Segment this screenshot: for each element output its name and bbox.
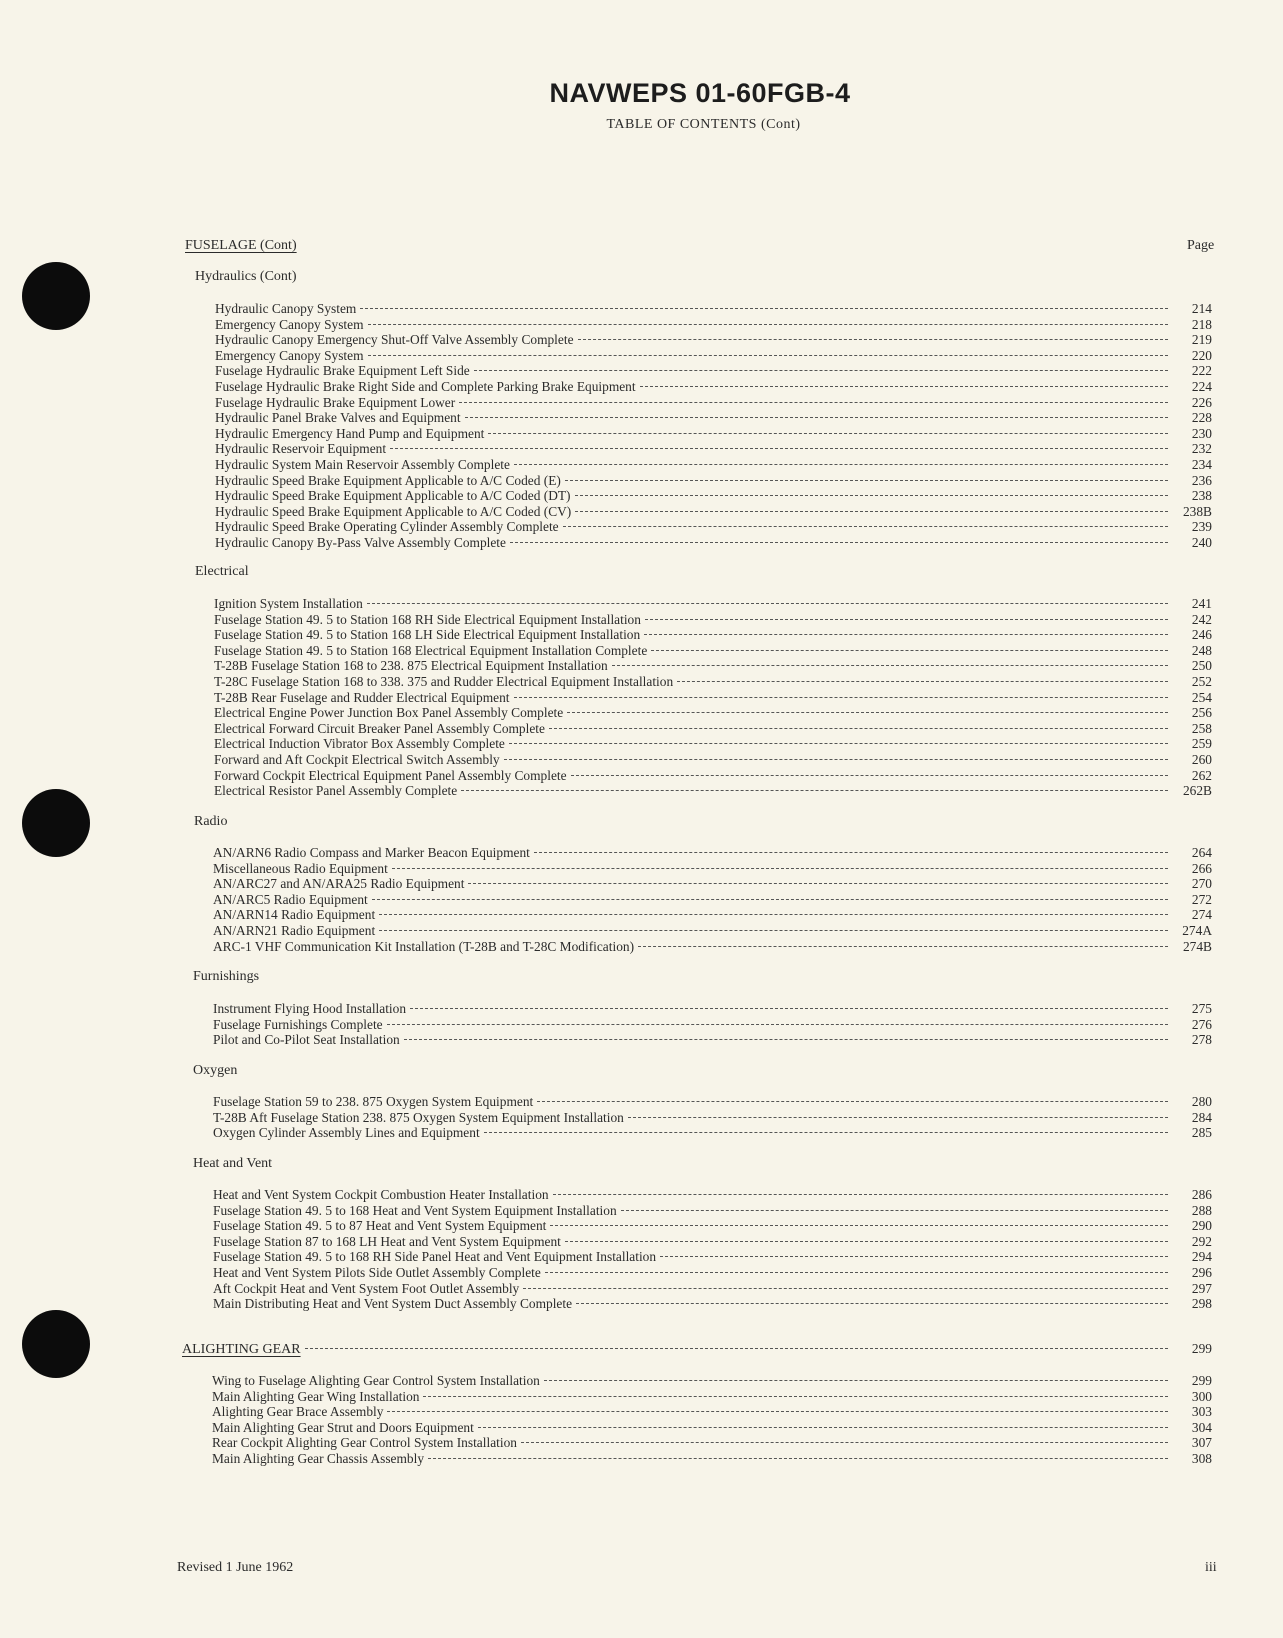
toc-entry-title: Fuselage Hydraulic Brake Right Side and Complete Parking Brake Equipment: [215, 378, 636, 394]
toc-entry-title: Main Alighting Gear Strut and Doors Equipment: [212, 1419, 474, 1435]
toc-entry-page: 236: [1191, 472, 1212, 488]
toc-entry: [213, 1017, 1212, 1033]
toc-entry: [215, 348, 1212, 364]
section-heading-alighting-gear: ALIGHTING GEAR: [182, 1342, 301, 1357]
toc-entry-page: 270: [1191, 876, 1212, 892]
dot-leader: [509, 743, 1168, 744]
toc-entry-title: Emergency Canopy System: [215, 316, 364, 332]
toc-entry: [213, 1234, 1212, 1250]
dot-leader: [392, 868, 1168, 869]
toc-entry-page: 258: [1191, 720, 1212, 736]
toc-entry-title: Fuselage Station 87 to 168 LH Heat and Vent System Equipment: [213, 1233, 561, 1249]
toc-entry: [213, 1187, 1212, 1203]
toc-entry-title: Forward Cockpit Electrical Equipment Panel Assembly Complete: [214, 767, 567, 783]
dot-leader: [514, 464, 1168, 465]
toc-entry-title: Electrical Resistor Panel Assembly Complete: [214, 783, 458, 799]
dot-leader: [550, 1225, 1168, 1226]
dot-leader: [563, 526, 1168, 527]
footer-page-number: iii: [1205, 1560, 1217, 1575]
toc-entry-page: 288: [1191, 1202, 1212, 1218]
toc-list-heat-vent: [213, 1187, 1212, 1312]
toc-entry-title: Fuselage Station 49. 5 to 87 Heat and Vent System Equipment: [213, 1218, 547, 1234]
toc-entry-page: 250: [1191, 658, 1212, 674]
toc-entry-page: 278: [1191, 1032, 1212, 1048]
toc-entry-page: 286: [1191, 1187, 1212, 1202]
toc-entry-title: Main Distributing Heat and Vent System Duct Assembly Complete: [213, 1296, 573, 1312]
toc-entry: [213, 907, 1212, 923]
toc-entry-title: AN/ARN14 Radio Equipment: [213, 907, 376, 923]
toc-entry-title: Hydraulic Canopy System: [215, 301, 357, 316]
toc-entry-title: Fuselage Station 49. 5 to Station 168 RH Side Electrical Equipment Installation: [214, 611, 641, 627]
toc-entry-title: T-28B Aft Fuselage Station 238. 875 Oxygen System Equipment Installation: [213, 1109, 624, 1125]
dot-leader: [544, 1380, 1168, 1381]
dot-leader: [534, 852, 1168, 853]
toc-entry: [212, 1451, 1212, 1467]
dot-leader: [379, 930, 1168, 931]
dot-leader: [474, 370, 1168, 371]
dot-leader: [465, 417, 1168, 418]
toc-entry: [214, 674, 1212, 690]
toc-entry-title: Oxygen Cylinder Assembly Lines and Equipment: [213, 1125, 480, 1141]
toc-entry-page: 280: [1191, 1094, 1212, 1109]
dot-leader: [576, 1303, 1168, 1304]
toc-entry: [213, 1110, 1212, 1126]
toc-entry-page: 274: [1191, 907, 1212, 923]
toc-entry-title: Ignition System Installation: [214, 596, 363, 611]
toc-entry-title: Fuselage Station 49. 5 to 168 Heat and Vent System Equipment Installation: [213, 1202, 617, 1218]
toc-list-alighting-gear: [212, 1373, 1212, 1467]
toc-entry-title: Fuselage Station 59 to 238. 875 Oxygen System Equipment: [213, 1094, 534, 1109]
toc-list-furnishings: [213, 1001, 1212, 1048]
toc-entry-title: Electrical Forward Circuit Breaker Panel Assembly Complete: [214, 720, 545, 736]
toc-entry-page: 246: [1191, 627, 1212, 643]
toc-entry: [214, 752, 1212, 768]
toc-section-alighting-gear: [182, 1341, 1212, 1357]
toc-entry: [213, 892, 1212, 908]
toc-entry: [212, 1435, 1212, 1451]
toc-entry-page: 297: [1191, 1280, 1212, 1296]
toc-entry-title: Miscellaneous Radio Equipment: [213, 860, 388, 876]
dot-leader: [459, 402, 1168, 403]
toc-entry-title: Pilot and Co-Pilot Seat Installation: [213, 1032, 400, 1048]
toc-entry-page: 226: [1191, 394, 1212, 410]
toc-entry: [215, 504, 1212, 520]
toc-list-radio: [213, 845, 1212, 954]
toc-entry: [213, 1125, 1212, 1141]
toc-entry-page: 214: [1191, 301, 1212, 316]
toc-entry-title: ARC-1 VHF Communication Kit Installation (T-28B and T-28C Modification): [213, 938, 635, 954]
subsection-heading-electrical: Electrical: [195, 564, 249, 579]
toc-entry-page: 262: [1191, 767, 1212, 783]
dot-leader: [553, 1194, 1168, 1195]
toc-entry: [214, 627, 1212, 643]
toc-entry: [214, 690, 1212, 706]
toc-entry: [213, 1001, 1212, 1017]
dot-leader: [360, 308, 1168, 309]
toc-entry-page: 300: [1191, 1388, 1212, 1404]
toc-entry-title: Emergency Canopy System: [215, 347, 364, 363]
toc-entry-title: Hydraulic Emergency Hand Pump and Equipment: [215, 425, 485, 441]
subsection-heading-radio: Radio: [194, 814, 228, 829]
toc-entry: [213, 861, 1212, 877]
toc-entry-page: 238: [1191, 488, 1212, 504]
toc-entry-page: 260: [1191, 751, 1212, 767]
dot-leader: [368, 355, 1168, 356]
dot-leader: [537, 1101, 1168, 1102]
toc-entry-page: 254: [1191, 689, 1212, 705]
toc-entry-title: Hydraulic Speed Brake Equipment Applicable to A/C Coded (E): [215, 472, 561, 488]
subsection-heading-oxygen: Oxygen: [193, 1063, 238, 1078]
dot-leader: [567, 712, 1168, 713]
subsection-heading-heat-vent: Heat and Vent: [193, 1156, 273, 1171]
subsection-heading-hydraulics: Hydraulics (Cont): [195, 269, 297, 284]
toc-entry: [215, 426, 1212, 442]
toc-entry-title: AN/ARN21 Radio Equipment: [213, 922, 376, 938]
toc-entry-title: Electrical Engine Power Junction Box Panel Assembly Complete: [214, 705, 564, 721]
dot-leader: [571, 775, 1168, 776]
toc-list-hydraulics: [215, 301, 1212, 551]
toc-entry-title: Main Alighting Gear Wing Installation: [212, 1388, 420, 1404]
toc-entry: [214, 612, 1212, 628]
page-column-header: Page: [1187, 238, 1215, 253]
toc-entry: [214, 721, 1212, 737]
toc-entry-page: 275: [1191, 1001, 1212, 1016]
toc-entry-title: AN/ARC5 Radio Equipment: [213, 891, 368, 907]
toc-entry-page: 272: [1191, 891, 1212, 907]
subsection-heading-furnishings: Furnishings: [193, 969, 260, 984]
toc-entry: [212, 1420, 1212, 1436]
punch-hole-middle: [22, 789, 90, 857]
toc-entry-page: 290: [1191, 1218, 1212, 1234]
toc-entry-title: Hydraulic Canopy By-Pass Valve Assembly Complete: [215, 534, 506, 550]
toc-entry-title: Hydraulic Speed Brake Equipment Applicable to A/C Coded (CV): [215, 503, 572, 519]
toc-entry-page: 292: [1191, 1233, 1212, 1249]
toc-entry: [214, 596, 1212, 612]
toc-entry-page: 308: [1191, 1450, 1212, 1466]
toc-entry-title: T-28C Fuselage Station 168 to 338. 375 and Rudder Electrical Equipment Installation: [214, 673, 674, 689]
dot-leader: [644, 634, 1168, 635]
toc-entry-title: Wing to Fuselage Alighting Gear Control System Installation: [212, 1373, 540, 1388]
toc-entry-page: 299: [1191, 1373, 1212, 1388]
toc-entry: [212, 1389, 1212, 1405]
dot-leader: [565, 1241, 1168, 1242]
toc-entry: [215, 332, 1212, 348]
dot-leader: [549, 728, 1168, 729]
toc-entry-title: Fuselage Station 49. 5 to Station 168 LH Side Electrical Equipment Installation: [214, 627, 641, 643]
toc-entry-page: 303: [1191, 1404, 1212, 1420]
toc-entry: [215, 473, 1212, 489]
toc-entry-page: 232: [1191, 441, 1212, 457]
toc-entry-page: 285: [1191, 1125, 1212, 1141]
dot-leader: [565, 480, 1168, 481]
toc-entry-title: Heat and Vent System Cockpit Combustion Heater Installation: [213, 1187, 549, 1202]
toc-entry-title: Fuselage Hydraulic Brake Equipment Left Side: [215, 363, 470, 379]
toc-entry: [213, 923, 1212, 939]
dot-leader: [645, 619, 1168, 620]
toc-entry-page: 256: [1191, 705, 1212, 721]
toc-entry-page: 219: [1191, 332, 1212, 348]
dot-leader: [404, 1039, 1168, 1040]
toc-entry-page: 276: [1191, 1016, 1212, 1032]
toc-entry-title: Heat and Vent System Pilots Side Outlet Assembly Complete: [213, 1264, 541, 1280]
dot-leader: [660, 1256, 1168, 1257]
dot-leader: [677, 681, 1168, 682]
dot-leader: [387, 1411, 1168, 1412]
toc-entry-page: 296: [1191, 1264, 1212, 1280]
toc-entry-page: 228: [1191, 410, 1212, 426]
toc-list-oxygen: [213, 1094, 1212, 1141]
toc-entry-title: Forward and Aft Cockpit Electrical Switch Assembly: [214, 751, 500, 767]
toc-entry: [213, 1203, 1212, 1219]
toc-entry-title: AN/ARC27 and AN/ARA25 Radio Equipment: [213, 876, 465, 892]
toc-entry-title: Fuselage Hydraulic Brake Equipment Lower: [215, 394, 456, 410]
toc-entry-title: Hydraulic System Main Reservoir Assembly Complete: [215, 456, 510, 472]
toc-entry-page: 241: [1191, 596, 1212, 611]
toc-entry-page: 238B: [1182, 503, 1212, 519]
punch-hole-bottom: [22, 1310, 90, 1378]
dot-leader: [478, 1427, 1168, 1428]
toc-entry: [215, 363, 1212, 379]
toc-entry-page: 264: [1191, 845, 1212, 860]
dot-leader: [305, 1348, 1168, 1349]
toc-entry: [213, 939, 1212, 955]
dot-leader: [428, 1458, 1168, 1459]
toc-row-alighting-gear-heading: [182, 1341, 1212, 1357]
toc-entry: [212, 1404, 1212, 1420]
toc-entry: [213, 1296, 1212, 1312]
toc-entry-page: 284: [1191, 1109, 1212, 1125]
toc-entry: [215, 457, 1212, 473]
toc-entry-title: Hydraulic Speed Brake Equipment Applicable to A/C Coded (DT): [215, 488, 571, 504]
toc-entry: [215, 441, 1212, 457]
toc-entry: [214, 768, 1212, 784]
toc-entry-page: 252: [1191, 673, 1212, 689]
toc-entry-title: Electrical Induction Vibrator Box Assembly Complete: [214, 736, 505, 752]
toc-entry-page: 259: [1191, 736, 1212, 752]
toc-entry-page: 224: [1191, 378, 1212, 394]
toc-entry-title: Main Alighting Gear Chassis Assembly: [212, 1450, 425, 1466]
dot-leader: [468, 883, 1168, 884]
dot-leader: [461, 790, 1168, 791]
dot-leader: [621, 1210, 1168, 1211]
toc-entry: [214, 705, 1212, 721]
toc-entry-title: AN/ARN6 Radio Compass and Marker Beacon Equipment: [213, 845, 530, 860]
toc-entry-page: 222: [1191, 363, 1212, 379]
dot-leader: [379, 914, 1168, 915]
dot-leader: [578, 339, 1168, 340]
toc-entry-title: Fuselage Station 49. 5 to 168 RH Side Panel Heat and Vent Equipment Installation: [213, 1249, 657, 1265]
toc-entry: [215, 519, 1212, 535]
toc-subtitle: TABLE OF CONTENTS (Cont): [606, 117, 801, 132]
toc-entry: [215, 395, 1212, 411]
toc-entry: [214, 658, 1212, 674]
toc-entry-page: 307: [1191, 1435, 1212, 1451]
toc-entry: [214, 736, 1212, 752]
dot-leader: [628, 1117, 1168, 1118]
toc-entry-title: Aft Cockpit Heat and Vent System Foot Outlet Assembly: [213, 1280, 520, 1296]
toc-entry: [215, 535, 1212, 551]
punch-hole-top: [22, 262, 90, 330]
toc-entry: [213, 1218, 1212, 1234]
dot-leader: [640, 386, 1168, 387]
page-number: 299: [1191, 1341, 1212, 1356]
toc-entry-page: 240: [1191, 534, 1212, 550]
toc-entry: [213, 1281, 1212, 1297]
toc-entry: [215, 488, 1212, 504]
section-heading-fuselage: FUSELAGE (Cont): [185, 238, 297, 253]
toc-entry: [213, 1032, 1212, 1048]
dot-leader: [504, 759, 1168, 760]
dot-leader: [521, 1442, 1168, 1443]
toc-entry-page: 294: [1191, 1249, 1212, 1265]
toc-entry-page: 298: [1191, 1296, 1212, 1312]
toc-entry-page: 239: [1191, 519, 1212, 535]
dot-leader: [372, 899, 1168, 900]
revision-date: Revised 1 June 1962: [177, 1560, 294, 1575]
toc-entry-page: 242: [1191, 611, 1212, 627]
dot-leader: [612, 665, 1168, 666]
toc-entry-page: 220: [1191, 347, 1212, 363]
toc-entry: [213, 1094, 1212, 1110]
document-number: NAVWEPS 01-60FGB-4: [549, 78, 851, 108]
toc-entry-title: Fuselage Station 49. 5 to Station 168 Electrical Equipment Installation Complete: [214, 642, 648, 658]
toc-entry: [215, 301, 1212, 317]
toc-entry: [214, 643, 1212, 659]
toc-entry-page: 230: [1191, 425, 1212, 441]
dot-leader: [423, 1396, 1168, 1397]
toc-entry-page: 304: [1191, 1419, 1212, 1435]
toc-entry-page: 218: [1191, 316, 1212, 332]
toc-entry-page: 234: [1191, 456, 1212, 472]
dot-leader: [638, 946, 1168, 947]
toc-entry: [213, 845, 1212, 861]
dot-leader: [523, 1288, 1168, 1289]
dot-leader: [510, 542, 1168, 543]
toc-entry: [215, 317, 1212, 333]
dot-leader: [545, 1272, 1168, 1273]
dot-leader: [575, 495, 1168, 496]
toc-entry: [213, 1249, 1212, 1265]
toc-entry: [213, 1265, 1212, 1281]
dot-leader: [387, 1024, 1168, 1025]
toc-entry-title: Fuselage Furnishings Complete: [213, 1016, 383, 1032]
toc-entry-title: Instrument Flying Hood Installation: [213, 1001, 407, 1016]
toc-entry-title: Alighting Gear Brace Assembly: [212, 1404, 384, 1420]
toc-entry-title: Hydraulic Panel Brake Valves and Equipment: [215, 410, 461, 426]
toc-entry: [213, 876, 1212, 892]
toc-entry: [214, 783, 1212, 799]
toc-entry-title: T-28B Rear Fuselage and Rudder Electrical Equipment: [214, 689, 510, 705]
dot-leader: [651, 650, 1168, 651]
dot-leader: [368, 324, 1168, 325]
toc-entry: [215, 410, 1212, 426]
toc-entry-title: Hydraulic Speed Brake Operating Cylinder Assembly Complete: [215, 519, 559, 535]
toc-entry: [215, 379, 1212, 395]
dot-leader: [390, 448, 1168, 449]
dot-leader: [575, 511, 1168, 512]
toc-entry-title: Hydraulic Canopy Emergency Shut-Off Valve Assembly Complete: [215, 332, 574, 348]
dot-leader: [484, 1132, 1168, 1133]
toc-entry-page: 274A: [1182, 922, 1212, 938]
toc-entry-page: 262B: [1182, 783, 1212, 799]
dot-leader: [488, 433, 1168, 434]
dot-leader: [410, 1008, 1168, 1009]
dot-leader: [367, 603, 1168, 604]
toc-list-electrical: [214, 596, 1212, 799]
toc-entry-page: 274B: [1182, 938, 1212, 954]
dot-leader: [514, 697, 1168, 698]
toc-entry-title: Rear Cockpit Alighting Gear Control System Installation: [212, 1435, 517, 1451]
toc-entry-page: 248: [1191, 642, 1212, 658]
toc-entry-title: T-28B Fuselage Station 168 to 238. 875 Electrical Equipment Installation: [214, 658, 608, 674]
toc-entry: [212, 1373, 1212, 1389]
toc-entry-title: Hydraulic Reservoir Equipment: [215, 441, 387, 457]
toc-entry-page: 266: [1191, 860, 1212, 876]
